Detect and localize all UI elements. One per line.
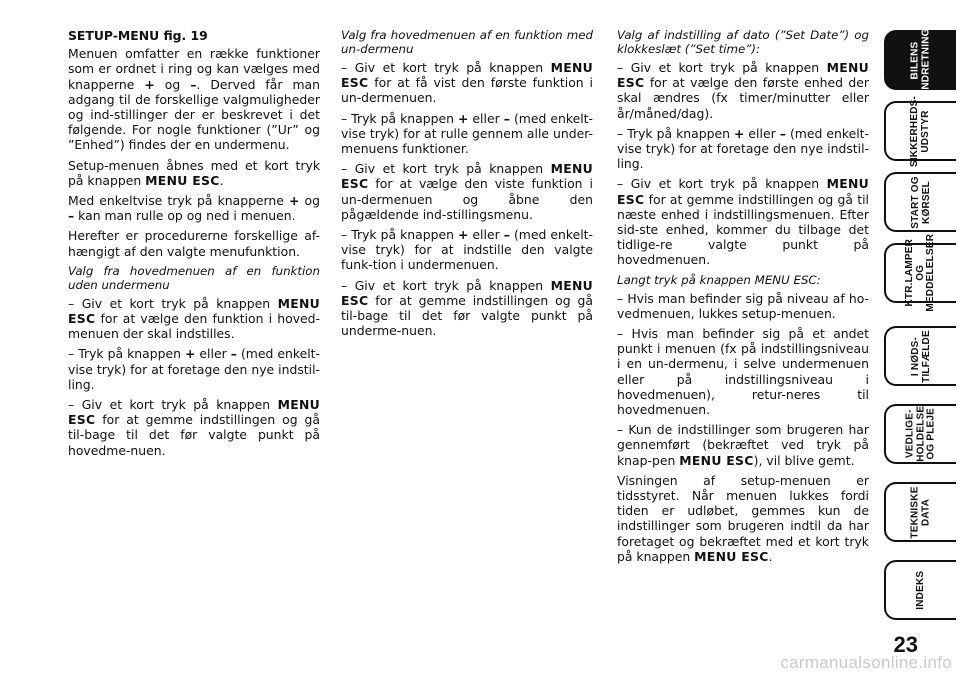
tab-indeks[interactable]: [884, 560, 956, 620]
tab-sikkerhedsudstyr[interactable]: [884, 95, 956, 167]
step: – Kun de indstillinger som brugeren har gennemført (bekræftet ved tryk på knap-pen MENU ESC), vil blive gemt.: [617, 422, 869, 468]
subheading: Valg fra hovedmenuen af en funktion uden undermenu: [68, 263, 320, 292]
tab-bilens-indretning[interactable]: [884, 27, 956, 93]
menu-esc-key: MENU ESC: [68, 397, 320, 428]
paragraph: Visningen af setup-menuen er tidsstyret. Når menuen lukkes fordi tiden er udløbet, gemmes kun de indstillinger som brugeren indtil da har foretaget og bekræftet med et kort tryk på knappen MENU ESC.: [617, 472, 869, 564]
step: – Tryk på knappen + eller – (med enkelt-vise tryk) for at rulle gennem alle under-menuens funktioner.: [341, 110, 593, 157]
subheading: Langt tryk på knappen MENU ESC:: [617, 272, 821, 287]
chapter-tabs: [880, 0, 960, 677]
tab-start-og-korsel[interactable]: [884, 172, 956, 232]
menu-esc-key: MENU ESC: [617, 60, 869, 91]
menu-esc-key: MENU ESC: [341, 60, 593, 91]
step: – Giv et kort tryk på knappen MENU ESC for at vælge den viste funktion i un-dermenuen og åbne den pågældende ind-stillingsmenu.: [341, 161, 593, 222]
paragraph: Med enkeltvise tryk på knapperne + og – kan man rulle op og ned i menuen.: [68, 193, 320, 224]
tab-tekniske-data[interactable]: [884, 482, 956, 542]
tab-label: SIKKERHEDS- UDSTYR: [909, 95, 932, 167]
tab-kontrollamper[interactable]: [884, 234, 956, 312]
tab-label: I NØDS- TILFÆLDE: [909, 329, 931, 383]
step: – Hvis man befinder sig på niveau af ho-vedmenuen, lukkes setup-menuen.: [617, 290, 869, 321]
page-number: 23: [893, 632, 918, 657]
menu-esc-key: MENU ESC: [145, 172, 220, 188]
tab-label: TEKNISKE DATA: [909, 485, 931, 539]
text-column-1: [68, 28, 320, 463]
menu-esc-key: MENU ESC: [68, 295, 320, 327]
step: – Giv et kort tryk på knappen MENU ESC for at vælge den første enhed der skal ændres (fx timer/minutter eller år/måned/dag).: [617, 60, 869, 121]
subheading: Valg af indstilling af dato (”Set Date”) og klokkeslæt (”Set time”):: [617, 28, 869, 56]
step: – Giv et kort tryk på knappen MENU ESC for at gemme indstillingen og gå til-bage til det før valgte punkt på underme-nuen.: [341, 277, 593, 339]
tab-label: VEDLIGE- HOLDELSE OG PLEJE: [904, 405, 937, 463]
text-column-3: [617, 28, 869, 569]
menu-esc-key: MENU ESC: [679, 452, 754, 468]
step: – Tryk på knappen + eller – (med enkelt-vise tryk) for at foretage den nye indstil-ling.: [68, 346, 320, 392]
tab-vedligeholdelse[interactable]: [884, 404, 956, 464]
tab-label: START OG KØRSEL: [909, 175, 931, 229]
paragraph: Herefter er procedurerne forskellige af-hængigt af den valgte menufunktion.: [68, 228, 320, 259]
menu-esc-key: MENU ESC: [341, 161, 593, 192]
step: – Giv et kort tryk på knappen MENU ESC for at få vist den første funktion i un-dermenuen.: [341, 60, 593, 106]
menu-esc-key: MENU ESC: [694, 548, 769, 564]
step: – Giv et kort tryk på knappen MENU ESC for at gemme indstillingen og gå til næste enhed i indstillingsmenuen. Efter sid-ste enhed, kommer du tilbage det tidlige-re valgte punkt på hovedmenuen.: [617, 176, 869, 268]
step: – Giv et kort tryk på knappen MENU ESC for at vælge den funktion i hoved-menuen der skal indstilles.: [68, 295, 320, 342]
tab-label: KTR.LAMPER OG MEDDELELSER: [904, 234, 937, 312]
step: – Tryk på knappen + eller – (med enkelt-vise tryk) for at indstille den valgte funk-tion i undermenuen.: [341, 227, 593, 273]
tab-label: BILENS INDRETNING: [909, 27, 931, 93]
paragraph: Setup-menuen åbnes med et kort tryk på knappen MENU ESC.: [68, 157, 320, 188]
menu-esc-key: MENU ESC: [341, 277, 593, 308]
text-column-2: [341, 28, 593, 343]
watermark: carmanualsonline.info: [780, 653, 952, 672]
tab-label: INDEKS: [914, 570, 926, 610]
step: – Hvis man befinder sig på et andet punkt i menuen (fx på indstillingsniveau i en un-dermenu, i selve undermenuen eller på indstillingsniveau i hovedmenuen), retur-neres til hovedmenuen.: [617, 326, 869, 418]
paragraph: Menuen omfatter en række funktioner som er ordnet i ring og kan vælges med knapperne + og –. Derved får man adgang til de forskellige valgmuligheder og ind-stillinger der er beskrevet i det følgende. For nogle funktioner (”Ur” og ”Enhed”) findes der en undermenu.: [68, 46, 321, 153]
section-heading: SETUP-MENU fig. 19: [68, 28, 208, 43]
step: – Giv et kort tryk på knappen MENU ESC for at gemme indstillingen og gå til-bage til det før valgte punkt på hovedme-nuen.: [68, 397, 320, 458]
step: – Tryk på knappen + eller – (med enkelt-vise tryk) for at foretage den nye indstil-ling.: [617, 125, 869, 172]
subheading: Valg fra hovedmenuen af en funktion med un-dermenu: [341, 28, 593, 56]
menu-esc-key: MENU ESC: [617, 176, 869, 207]
tab-i-nodstilfaelde[interactable]: [884, 326, 956, 386]
